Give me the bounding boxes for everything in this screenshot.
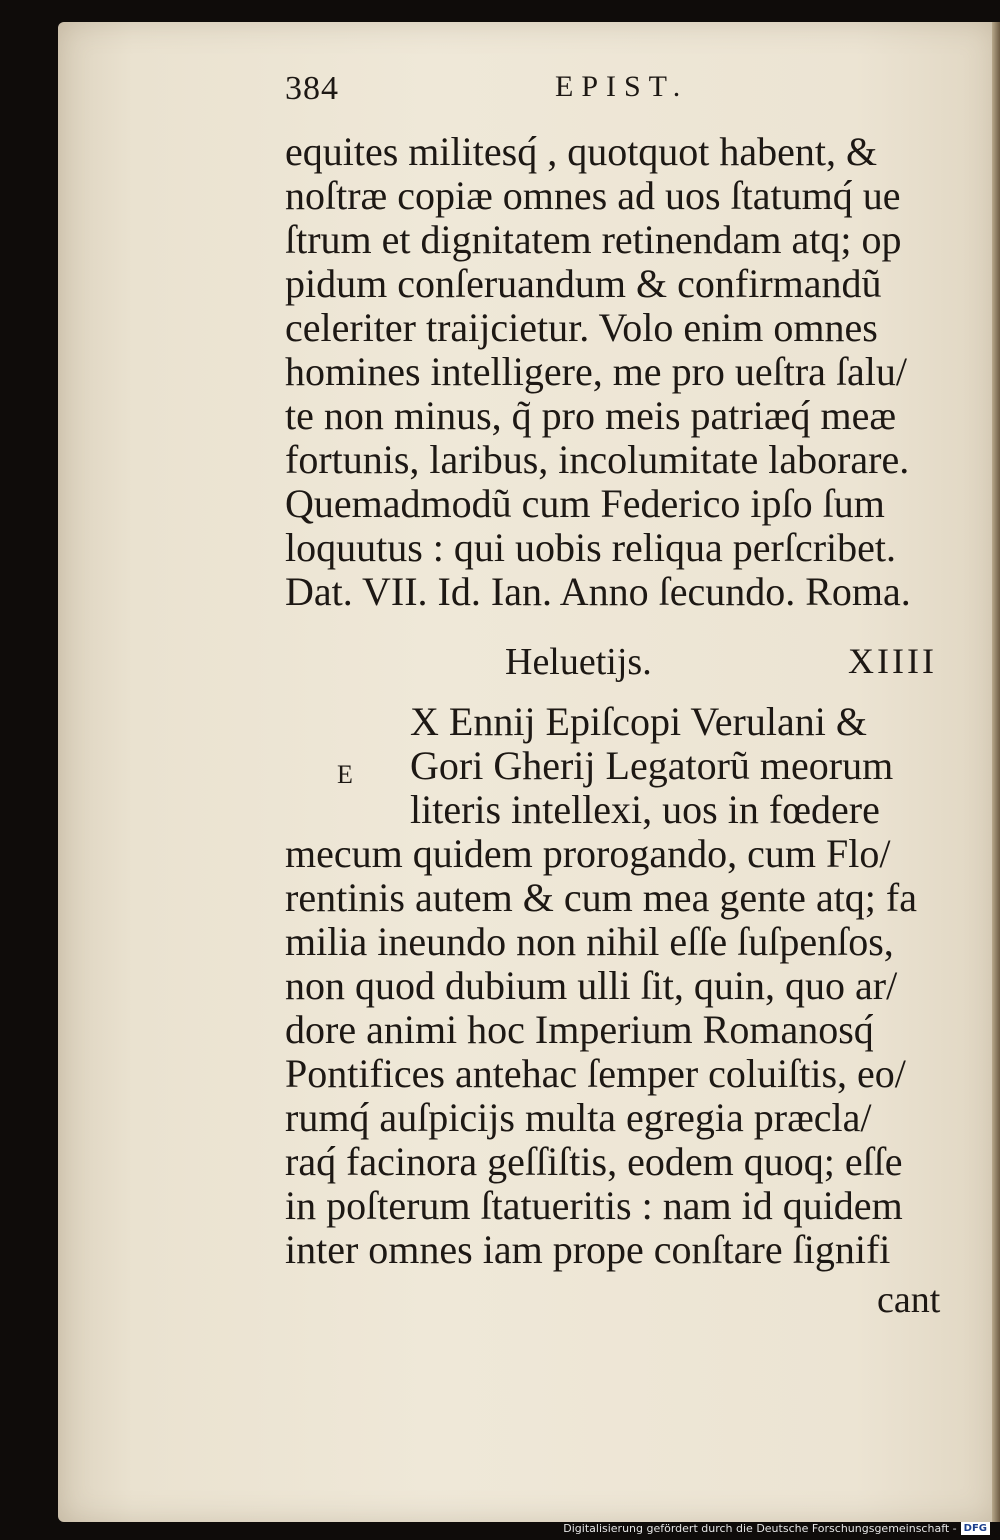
text-line: celeriter traijcietur. Volo enim omnes <box>285 305 878 350</box>
text-line: Quemadmodũ cum Federico ipſo ſum <box>285 481 885 526</box>
credit-text: Digitalisierung gefördert durch die Deutsche Forschungsgemeinschaft - <box>563 1521 957 1535</box>
text-line: fortunis, laribus, incolumitate laborare. <box>285 437 910 482</box>
text-line: homines intelligere, me pro ueſtra ſalu/ <box>285 349 908 394</box>
page-edge <box>992 22 1000 1522</box>
text-line: equites militesq́ , quotquot habent, & <box>285 129 878 174</box>
running-head: EPIST. <box>555 70 689 103</box>
text-line: dore animi hoc Imperium Romanosq́ <box>285 1007 874 1052</box>
text-line: Pontifices antehac ſemper coluiſtis, eo/ <box>285 1051 906 1096</box>
text-line: X Ennij Epiſcopi Verulani & <box>410 699 867 744</box>
text-line: Gori Gherij Legatorũ meorum <box>410 743 894 788</box>
text-line: rentinis autem & cum mea gente atq; fa <box>285 875 917 920</box>
text-line: ſtrum et dignitatem retinendam atq; op <box>285 217 902 262</box>
text-line: loquutus : qui uobis reliqua perſcribet. <box>285 525 896 570</box>
text-line: literis intellexi, uos in fœdere <box>410 787 880 832</box>
text-line: milia ineundo non nihil eſſe ſuſpenſos, <box>285 919 894 964</box>
text-line: mecum quidem prorogando, cum Flo/ <box>285 831 891 876</box>
closing-line: Dat. VII. Id. Ian. Anno ſecundo. Roma. <box>285 569 911 614</box>
digitization-credit <box>563 1520 990 1536</box>
text-line: in poſterum ſtatueritis : nam id quidem <box>285 1183 903 1228</box>
text-line: pidum conſeruandum & confirmandũ <box>285 261 882 306</box>
text-line: rumq́ auſpicijs multa egregia præcla/ <box>285 1095 872 1140</box>
text-line: noſtræ copiæ omnes ad uos ſtatumq́ ue <box>285 173 901 218</box>
catchword: cant <box>877 1279 941 1321</box>
letter-heading: Heluetijs. <box>505 641 652 683</box>
dfg-logo: DFG <box>961 1522 990 1535</box>
text-line: raq́ facinora geſſiſtis, eodem quoq; eſſe <box>285 1139 903 1184</box>
letter-number: XIIII <box>848 641 937 681</box>
text-line: inter omnes iam prope conſtare ſignifi <box>285 1227 891 1272</box>
text-line: te non minus, q̃ pro meis patriæq́ meæ <box>285 393 897 438</box>
guide-letter: E <box>337 760 353 789</box>
text-line: non quod dubium ulli ſit, quin, quo ar/ <box>285 963 898 1008</box>
folio-number: 384 <box>285 70 339 107</box>
